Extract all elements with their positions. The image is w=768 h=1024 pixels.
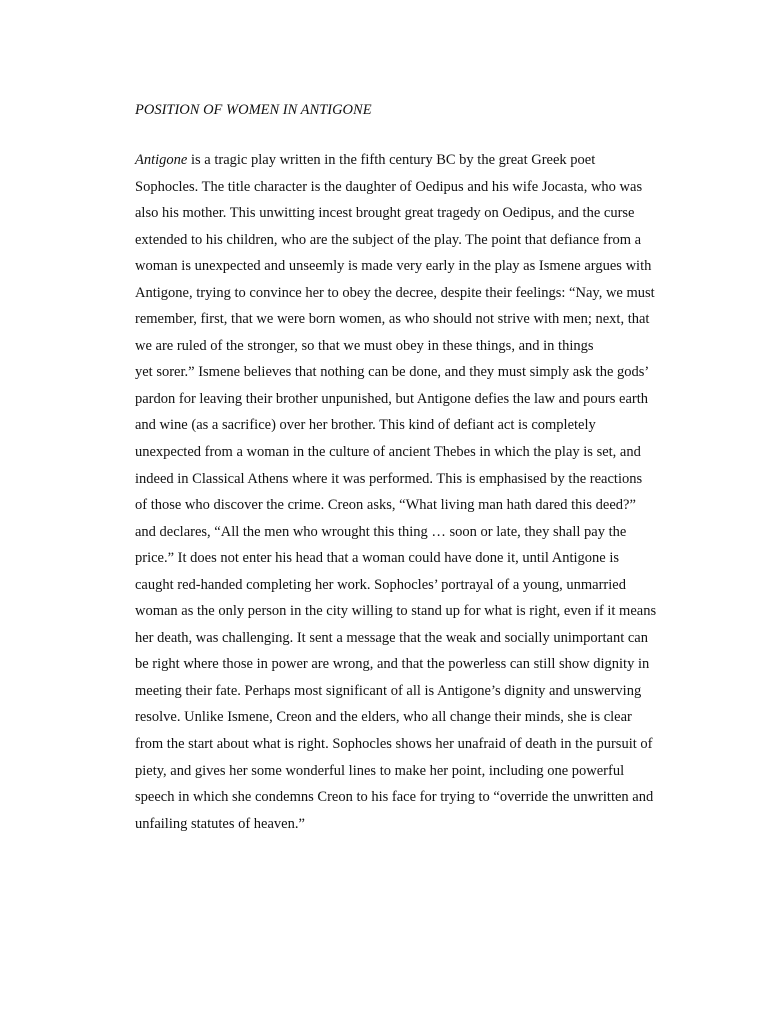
body-line-21: meeting their fate. Perhaps most significant of all is Antigone’s dignity and unswerving	[135, 682, 642, 699]
body-line-19: her death, was challenging. It sent a message that the weak and socially unimportant can	[135, 629, 648, 646]
body-line-25: speech in which she condemns Creon to his face for trying to “override the unwritten and	[135, 789, 654, 806]
document-title: POSITION OF WOMEN IN ANTIGONE	[135, 102, 372, 118]
body-line-23: from the start about what is right. Sophocles shows her unafraid of death in the pursuit of	[135, 736, 653, 753]
body-line-11: and wine (as a sacrifice) over her brother. This kind of defiant act is completely	[135, 417, 596, 434]
body-line-26: unfailing statutes of heaven.”	[135, 815, 305, 832]
body-line-4: extended to his children, who are the subject of the play. The point that defiance from a	[135, 231, 642, 248]
body-line-12: unexpected from a woman in the culture of ancient Thebes in which the play is set, and	[135, 444, 641, 461]
body-line-7: remember, first, that we were born women, as who should not strive with men; next, that	[135, 311, 650, 328]
body-line-1-text: is a tragic play written in the fifth century BC by the great Greek poet	[187, 152, 596, 168]
body-line-10: pardon for leaving their brother unpunished, but Antigone defies the law and pours earth	[135, 390, 649, 407]
body-line-5: woman is unexpected and unseemly is made very early in the play as Ismene argues with	[135, 258, 652, 275]
body-line-3: also his mother. This unwitting incest brought great tragedy on Oedipus, and the curse	[135, 205, 635, 222]
body-line-8: we are ruled of the stronger, so that we must obey in these things, and in things	[135, 337, 594, 354]
body-line-9: yet sorer.” Ismene believes that nothing can be done, and they must simply ask the gods’	[135, 364, 650, 381]
body-line-13: indeed in Classical Athens where it was performed. This is emphasised by the reactions	[135, 470, 643, 487]
body-line-14: of those who discover the crime. Creon asks, “What living man hath dared this deed?”	[135, 497, 636, 514]
essay-body	[135, 147, 755, 837]
play-title-italic: Antigone	[135, 152, 188, 168]
body-line-6: Antigone, trying to convince her to obey the decree, despite their feelings: “Nay, we must	[135, 284, 655, 301]
body-line-24: piety, and gives her some wonderful lines to make her point, including one powerful	[135, 762, 625, 779]
body-line-2: Sophocles. The title character is the daughter of Oedipus and his wife Jocasta, who was	[135, 178, 643, 195]
body-line-17: caught red-handed completing her work. Sophocles’ portrayal of a young, unmarried	[135, 576, 626, 593]
body-line-15: and declares, “All the men who wrought this thing … soon or late, they shall pay the	[135, 523, 627, 540]
body-line-18: woman as the only person in the city willing to stand up for what is right, even if it means	[135, 603, 657, 620]
body-line-16: price.” It does not enter his head that a woman could have done it, until Antigone is	[135, 550, 620, 567]
body-line-1	[135, 147, 755, 174]
body-line-20: be right where those in power are wrong, and that the powerless can still show dignity in	[135, 656, 650, 673]
body-line-22: resolve. Unlike Ismene, Creon and the elders, who all change their minds, she is clear	[135, 709, 632, 726]
